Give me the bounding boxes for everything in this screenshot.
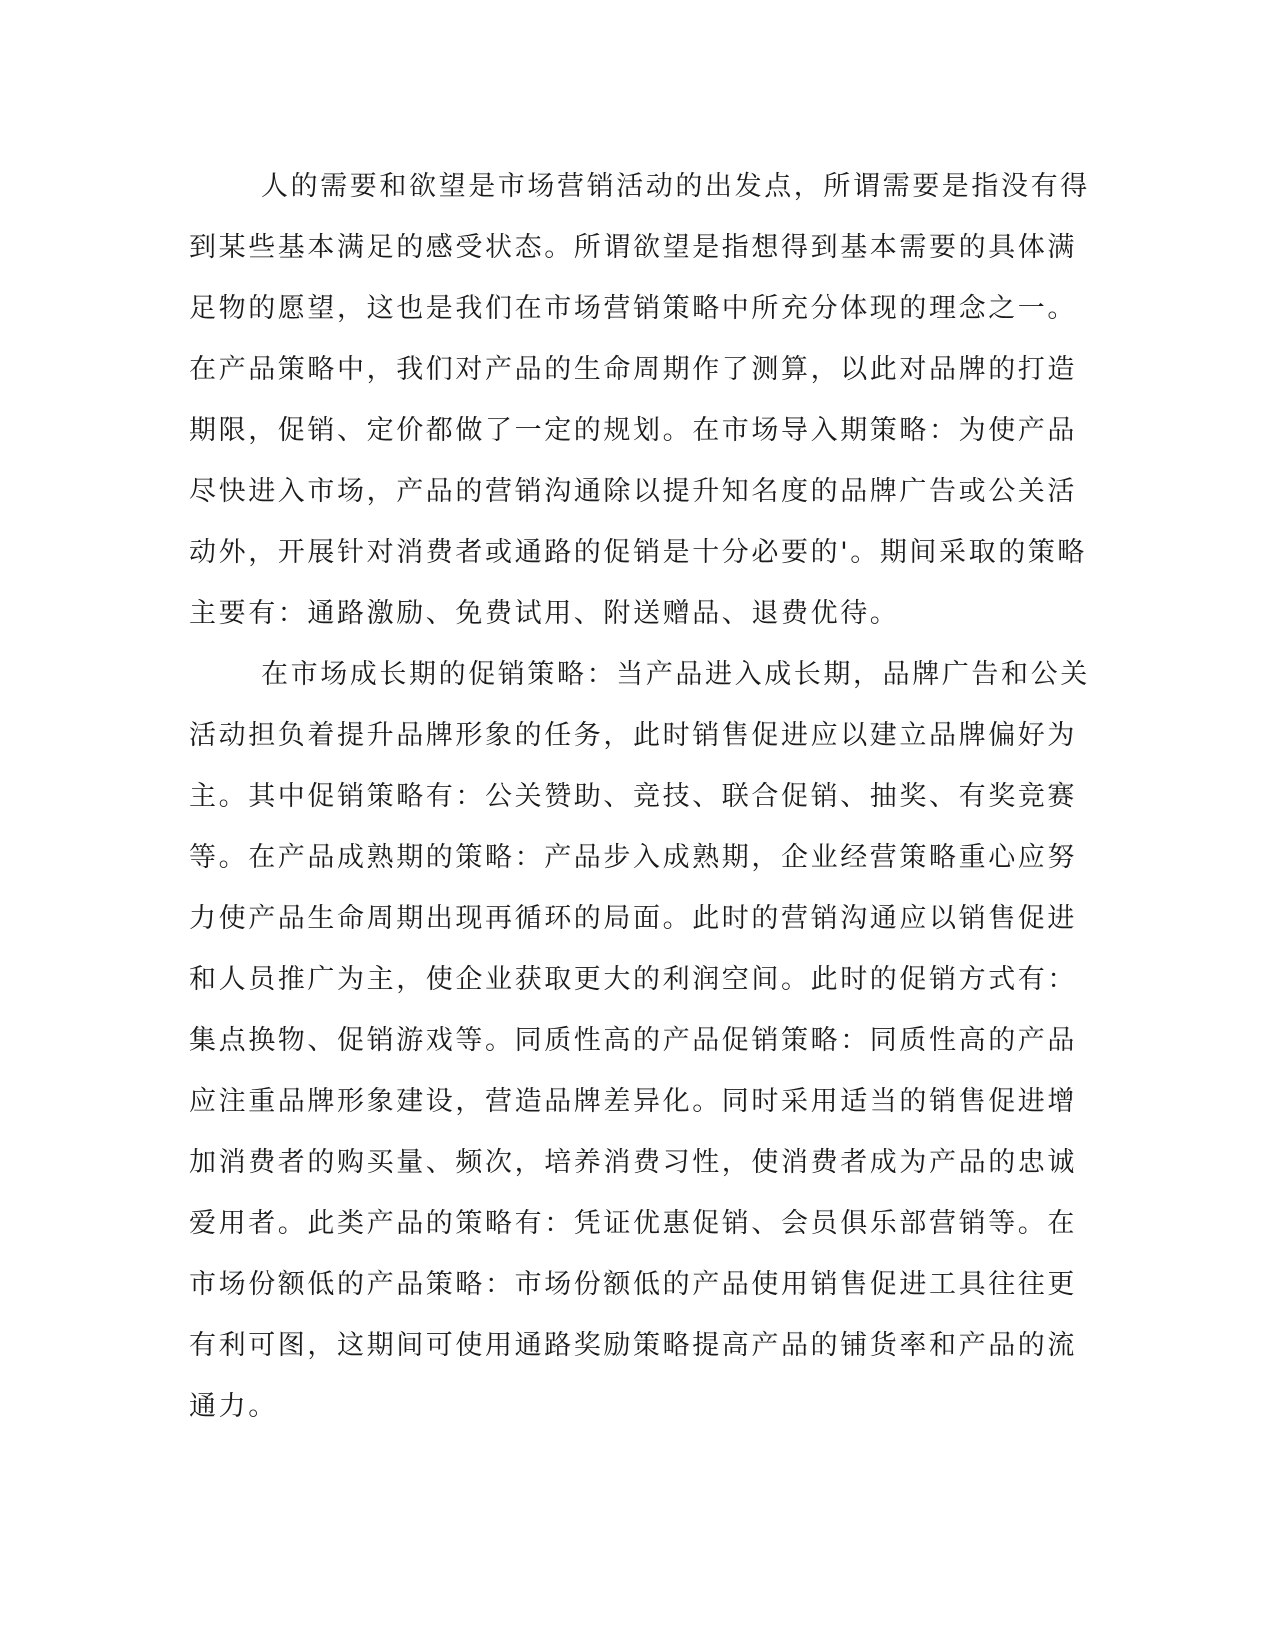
paragraph-line: 活动担负着提升品牌形象的任务，此时销售促进应以建立品牌偏好为 xyxy=(189,720,1077,751)
paragraph-line: 力使产品生命周期出现再循环的局面。此时的营销沟通应以销售促进 xyxy=(189,903,1077,934)
paragraph-line: 期限，促销、定价都做了一定的规划。在市场导入期策略：为使产品 xyxy=(189,415,1077,446)
paragraph-line: 主要有：通路激励、免费试用、附送赠品、退费优待。 xyxy=(189,598,900,629)
paragraph-line: 尽快进入市场，产品的营销沟通除以提升知名度的品牌广告或公关活 xyxy=(189,476,1077,507)
paragraph-line: 人的需要和欲望是市场营销活动的出发点，所谓需要是指没有得 xyxy=(261,171,1090,202)
paragraph-line: 加消费者的购买量、频次，培养消费习性，使消费者成为产品的忠诚 xyxy=(189,1147,1077,1178)
paragraph-line: 集点换物、促销游戏等。同质性高的产品促销策略：同质性高的产品 xyxy=(189,1025,1077,1056)
paragraph-line: 足物的愿望，这也是我们在市场营销策略中所充分体现的理念之一。 xyxy=(189,293,1077,324)
paragraph-line: 到某些基本满足的感受状态。所谓欲望是指想得到基本需要的具体满 xyxy=(189,232,1077,263)
paragraph-line: 等。在产品成熟期的策略：产品步入成熟期，企业经营策略重心应努 xyxy=(189,842,1077,873)
paragraph-line: 在市场成长期的促销策略：当产品进入成长期，品牌广告和公关 xyxy=(261,659,1090,690)
paragraph-2 xyxy=(189,644,1109,1437)
paragraph-line: 应注重品牌形象建设，营造品牌差异化。同时采用适当的销售促进增 xyxy=(189,1086,1077,1117)
paragraph-1 xyxy=(189,156,1109,644)
paragraph-line: 在产品策略中，我们对产品的生命周期作了测算，以此对品牌的打造 xyxy=(189,354,1077,385)
paragraph-line: 和人员推广为主，使企业获取更大的利润空间。此时的促销方式有： xyxy=(189,964,1077,995)
paragraph-line: 通力。 xyxy=(189,1391,278,1422)
document-body xyxy=(189,156,1109,1437)
paragraph-line: 主。其中促销策略有：公关赞助、竞技、联合促销、抽奖、有奖竞赛 xyxy=(189,781,1077,812)
paragraph-line: 有利可图，这期间可使用通路奖励策略提高产品的铺货率和产品的流 xyxy=(189,1330,1077,1361)
paragraph-line: 市场份额低的产品策略：市场份额低的产品使用销售促进工具往往更 xyxy=(189,1269,1077,1300)
paragraph-line: 动外，开展针对消费者或通路的促销是十分必要的'。期间采取的策略 xyxy=(189,537,1088,568)
paragraph-line: 爱用者。此类产品的策略有：凭证优惠促销、会员俱乐部营销等。在 xyxy=(189,1208,1077,1239)
